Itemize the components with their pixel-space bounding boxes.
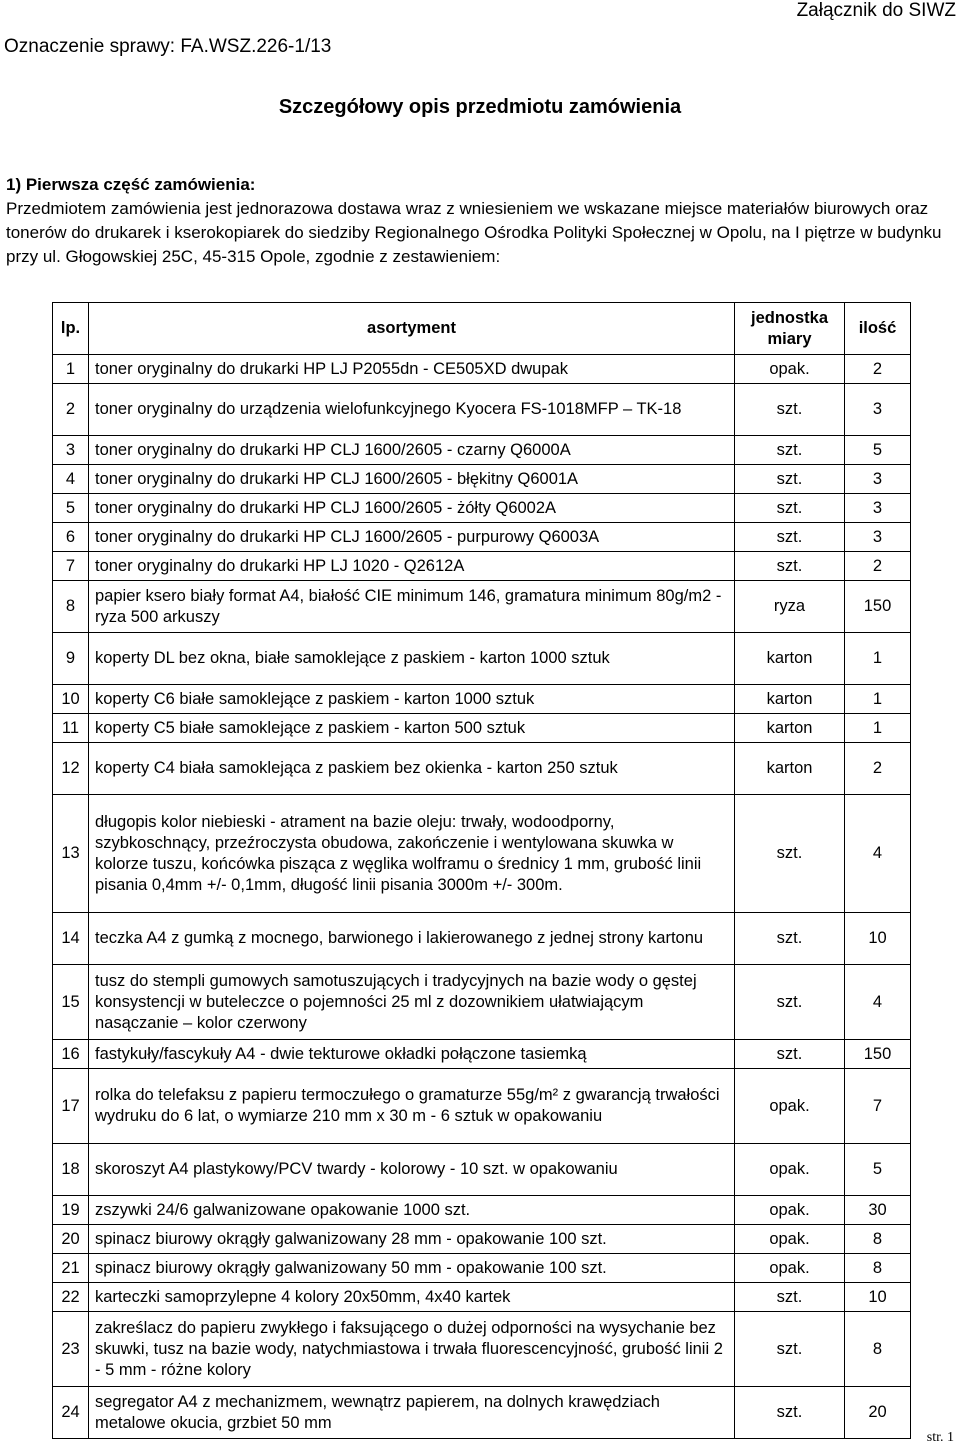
table-body bbox=[53, 355, 911, 1439]
row-lp: 1 bbox=[53, 355, 89, 384]
row-qty: 150 bbox=[845, 1040, 911, 1069]
row-unit: szt. bbox=[735, 494, 845, 523]
row-unit: karton bbox=[735, 685, 845, 714]
table-row bbox=[53, 436, 911, 465]
table-row bbox=[53, 465, 911, 494]
row-unit: szt. bbox=[735, 436, 845, 465]
row-unit: opak. bbox=[735, 355, 845, 384]
page-number: str. 1 bbox=[926, 1430, 954, 1445]
row-unit: szt. bbox=[735, 965, 845, 1040]
row-lp: 11 bbox=[53, 714, 89, 743]
row-item: długopis kolor niebieski - atrament na bazie oleju: trwały, wodoodporny, szybkoschnący, przeźroczysta obudowa, zakończenie i wentylowana skuwka w kolorze tuszu, końcówka pisząca z węglika wolframu o średnicy 1 mm, grubość linii pisania 0,4mm +/- 0,1mm, długość linii pisania 3000m +/- 300m. bbox=[89, 795, 735, 913]
row-lp: 15 bbox=[53, 965, 89, 1040]
row-item: toner oryginalny do drukarki HP CLJ 1600/2605 - czarny Q6000A bbox=[89, 436, 735, 465]
row-unit: szt. bbox=[735, 795, 845, 913]
row-item: rolka do telefaksu z papieru termoczułego o gramaturze 55g/m² z gwarancją trwałości wydruku do 6 lat, o wymiarze 210 mm x 30 m - 6 sztuk w opakowaniu bbox=[89, 1069, 735, 1144]
row-lp: 17 bbox=[53, 1069, 89, 1144]
row-unit: szt. bbox=[735, 384, 845, 436]
table-row bbox=[53, 355, 911, 384]
row-lp: 21 bbox=[53, 1254, 89, 1283]
row-lp: 5 bbox=[53, 494, 89, 523]
row-unit: ryza bbox=[735, 581, 845, 633]
row-item: fastykuły/fascykuły A4 - dwie tekturowe okładki połączone tasiemką bbox=[89, 1040, 735, 1069]
table-header-row bbox=[53, 303, 911, 355]
row-lp: 8 bbox=[53, 581, 89, 633]
row-item: karteczki samoprzylepne 4 kolory 20x50mm, 4x40 kartek bbox=[89, 1283, 735, 1312]
row-unit: szt. bbox=[735, 1387, 845, 1439]
table-row bbox=[53, 795, 911, 913]
row-item: tusz do stempli gumowych samotuszujących i tradycyjnych na bazie wody o gęstej konsystencji w buteleczce o pojemności 25 ml z dozownikiem ułatwiającym nasączanie – kolor czerwony bbox=[89, 965, 735, 1040]
table-row bbox=[53, 1312, 911, 1387]
row-item: koperty C4 biała samoklejąca z paskiem bez okienka - karton 250 sztuk bbox=[89, 743, 735, 795]
row-qty: 3 bbox=[845, 465, 911, 494]
table-row bbox=[53, 685, 911, 714]
row-qty: 5 bbox=[845, 1144, 911, 1196]
row-item: zszywki 24/6 galwanizowane opakowanie 1000 szt. bbox=[89, 1196, 735, 1225]
row-lp: 12 bbox=[53, 743, 89, 795]
row-qty: 30 bbox=[845, 1196, 911, 1225]
row-item: zakreślacz do papieru zwykłego i faksującego o dużej odporności na wysychanie bez skuwki, tusz na bazie wody, natychmiastowa i trwała fluorescencyjność, grubość linii 2 - 5 mm - różne kolory bbox=[89, 1312, 735, 1387]
table-row bbox=[53, 1040, 911, 1069]
table-row bbox=[53, 494, 911, 523]
row-lp: 7 bbox=[53, 552, 89, 581]
table-row bbox=[53, 1069, 911, 1144]
row-item: toner oryginalny do drukarki HP CLJ 1600/2605 - purpurowy Q6003A bbox=[89, 523, 735, 552]
row-lp: 3 bbox=[53, 436, 89, 465]
row-unit: szt. bbox=[735, 465, 845, 494]
row-qty: 1 bbox=[845, 685, 911, 714]
row-qty: 2 bbox=[845, 743, 911, 795]
row-item: spinacz biurowy okrągły galwanizowany 28 mm - opakowanie 100 szt. bbox=[89, 1225, 735, 1254]
row-unit: szt. bbox=[735, 552, 845, 581]
row-lp: 18 bbox=[53, 1144, 89, 1196]
row-lp: 13 bbox=[53, 795, 89, 913]
row-qty: 8 bbox=[845, 1254, 911, 1283]
row-lp: 22 bbox=[53, 1283, 89, 1312]
row-qty: 1 bbox=[845, 633, 911, 685]
row-unit: karton bbox=[735, 633, 845, 685]
row-qty: 3 bbox=[845, 523, 911, 552]
row-item: segregator A4 z mechanizmem, wewnątrz papierem, na dolnych krawędziach metalowe okucia, grzbiet 50 mm bbox=[89, 1387, 735, 1439]
row-lp: 6 bbox=[53, 523, 89, 552]
annex-label: Załącznik do SIWZ bbox=[796, 0, 956, 21]
row-item: teczka A4 z gumką z mocnego, barwionego i lakierowanego z jednej strony kartonu bbox=[89, 913, 735, 965]
row-item: papier ksero biały format A4, białość CIE minimum 146, gramatura minimum 80g/m2 - ryza 500 arkuszy bbox=[89, 581, 735, 633]
row-item: toner oryginalny do drukarki HP LJ P2055dn - CE505XD dwupak bbox=[89, 355, 735, 384]
header-qty: ilość bbox=[845, 303, 911, 355]
table-row bbox=[53, 552, 911, 581]
row-unit: szt. bbox=[735, 1312, 845, 1387]
row-qty: 10 bbox=[845, 913, 911, 965]
table-row bbox=[53, 1254, 911, 1283]
row-qty: 3 bbox=[845, 494, 911, 523]
row-unit: szt. bbox=[735, 523, 845, 552]
row-lp: 10 bbox=[53, 685, 89, 714]
row-qty: 10 bbox=[845, 1283, 911, 1312]
table-row bbox=[53, 1283, 911, 1312]
row-lp: 19 bbox=[53, 1196, 89, 1225]
row-unit: opak. bbox=[735, 1254, 845, 1283]
table-row bbox=[53, 1225, 911, 1254]
row-qty: 4 bbox=[845, 795, 911, 913]
row-qty: 5 bbox=[845, 436, 911, 465]
table-row bbox=[53, 384, 911, 436]
row-lp: 24 bbox=[53, 1387, 89, 1439]
row-unit: szt. bbox=[735, 913, 845, 965]
row-item: koperty C5 białe samoklejące z paskiem - karton 500 sztuk bbox=[89, 714, 735, 743]
table-row bbox=[53, 913, 911, 965]
table-row bbox=[53, 965, 911, 1040]
section-heading: 1) Pierwsza część zamówienia: bbox=[6, 175, 256, 194]
row-lp: 16 bbox=[53, 1040, 89, 1069]
row-item: spinacz biurowy okrągły galwanizowany 50 mm - opakowanie 100 szt. bbox=[89, 1254, 735, 1283]
row-qty: 8 bbox=[845, 1225, 911, 1254]
row-qty: 1 bbox=[845, 714, 911, 743]
row-item: koperty C6 białe samoklejące z paskiem - karton 1000 sztuk bbox=[89, 685, 735, 714]
table-row bbox=[53, 523, 911, 552]
table-row bbox=[53, 1196, 911, 1225]
items-table bbox=[52, 302, 911, 1439]
row-lp: 2 bbox=[53, 384, 89, 436]
row-unit: opak. bbox=[735, 1225, 845, 1254]
row-unit: karton bbox=[735, 714, 845, 743]
table-row bbox=[53, 743, 911, 795]
row-qty: 2 bbox=[845, 355, 911, 384]
row-unit: opak. bbox=[735, 1196, 845, 1225]
row-qty: 4 bbox=[845, 965, 911, 1040]
row-item: toner oryginalny do urządzenia wielofunkcyjnego Kyocera FS-1018MFP – TK-18 bbox=[89, 384, 735, 436]
row-lp: 4 bbox=[53, 465, 89, 494]
row-unit: opak. bbox=[735, 1069, 845, 1144]
row-unit: szt. bbox=[735, 1283, 845, 1312]
page-title: Szczegółowy opis przedmiotu zamówienia bbox=[278, 96, 682, 118]
row-item: skoroszyt A4 plastykowy/PCV twardy - kolorowy - 10 szt. w opakowaniu bbox=[89, 1144, 735, 1196]
row-item: toner oryginalny do drukarki HP LJ 1020 - Q2612A bbox=[89, 552, 735, 581]
table-row bbox=[53, 581, 911, 633]
table-row bbox=[53, 714, 911, 743]
section-intro: Przedmiotem zamówienia jest jednorazowa dostawa wraz z wniesieniem we wskazane miejsce materiałów biurowych oraz tonerów do drukarek i kserokopiarek do siedziby Regionalnego Ośrodka Polityki Społecznej w Opolu, na I piętrze w budynku przy ul. Głogowskiej 25C, 45-315 Opole, zgodnie z zestawieniem: bbox=[6, 199, 942, 266]
row-qty: 20 bbox=[845, 1387, 911, 1439]
header-lp: lp. bbox=[53, 303, 89, 355]
row-item: koperty DL bez okna, białe samoklejące z paskiem - karton 1000 sztuk bbox=[89, 633, 735, 685]
row-lp: 23 bbox=[53, 1312, 89, 1387]
header-unit: jednostka miary bbox=[735, 303, 845, 355]
row-unit: szt. bbox=[735, 1040, 845, 1069]
row-unit: karton bbox=[735, 743, 845, 795]
header-asortyment: asortyment bbox=[89, 303, 735, 355]
row-lp: 9 bbox=[53, 633, 89, 685]
table-row bbox=[53, 633, 911, 685]
row-qty: 2 bbox=[845, 552, 911, 581]
row-lp: 20 bbox=[53, 1225, 89, 1254]
case-number: Oznaczenie sprawy: FA.WSZ.226-1/13 bbox=[4, 36, 332, 57]
row-qty: 3 bbox=[845, 384, 911, 436]
row-qty: 8 bbox=[845, 1312, 911, 1387]
row-item: toner oryginalny do drukarki HP CLJ 1600/2605 - błękitny Q6001A bbox=[89, 465, 735, 494]
row-lp: 14 bbox=[53, 913, 89, 965]
table-row bbox=[53, 1144, 911, 1196]
row-unit: opak. bbox=[735, 1144, 845, 1196]
table-row bbox=[53, 1387, 911, 1439]
row-qty: 150 bbox=[845, 581, 911, 633]
row-qty: 7 bbox=[845, 1069, 911, 1144]
row-item: toner oryginalny do drukarki HP CLJ 1600/2605 - żółty Q6002A bbox=[89, 494, 735, 523]
